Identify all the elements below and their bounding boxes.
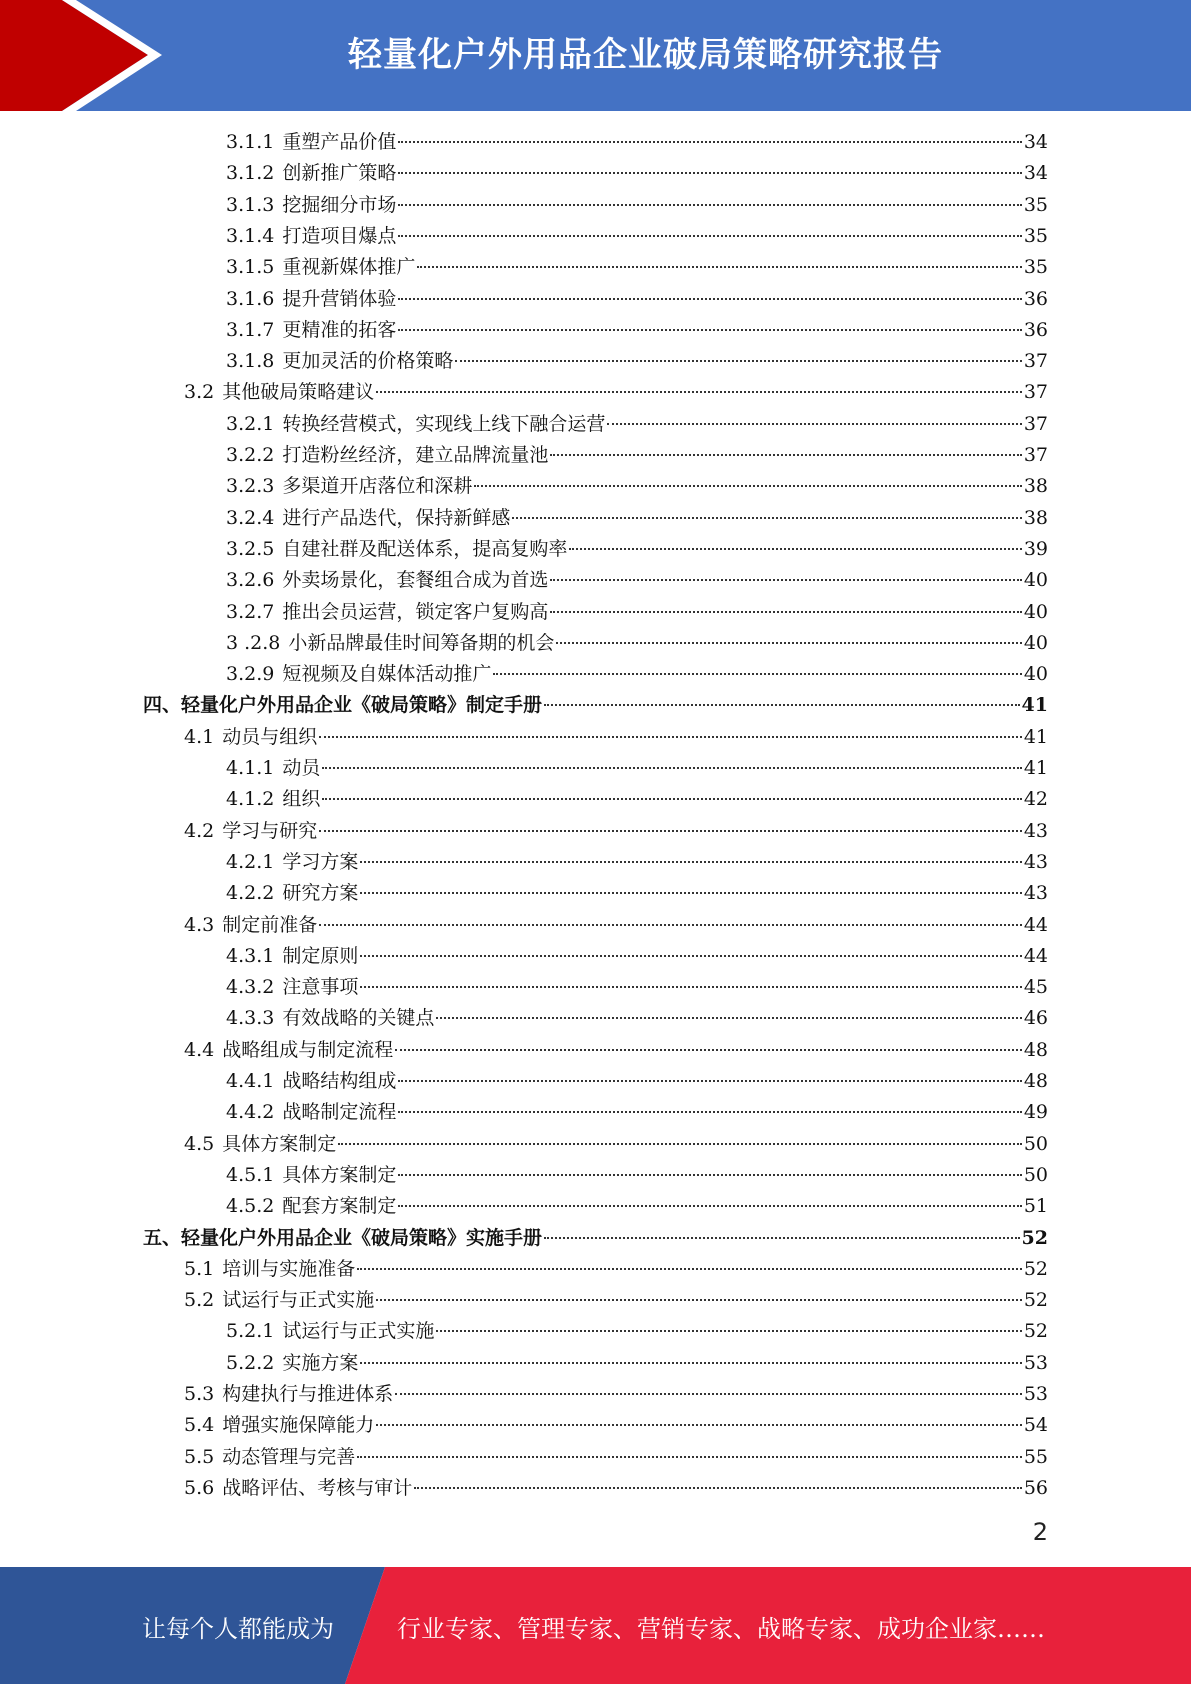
toc-entry[interactable] <box>184 1129 1048 1159</box>
toc-entry[interactable] <box>226 1097 1048 1127</box>
toc-entry-page: 35 <box>1023 256 1048 279</box>
toc-dot-leader <box>493 672 1021 675</box>
toc-entry-title: 有效战略的关键点 <box>282 1007 435 1030</box>
toc-entry[interactable] <box>226 628 1048 658</box>
toc-entry-page: 40 <box>1023 600 1048 623</box>
toc-entry-title: 战略结构组成 <box>282 1070 397 1092</box>
toc-entry-page: 37 <box>1023 381 1048 404</box>
toc-entry[interactable] <box>226 221 1048 251</box>
toc-entry[interactable] <box>226 1316 1048 1346</box>
toc-entry-page: 41 <box>1023 757 1048 779</box>
footer-slogan-left: 让每个人都能成为 <box>142 1615 334 1643</box>
toc-entry-number: 4.4 <box>184 1038 215 1061</box>
toc-entry-title: 学习与研究 <box>222 819 318 842</box>
toc-dot-leader <box>398 1079 1021 1082</box>
toc-dot-leader <box>376 1423 1022 1426</box>
toc-entry-number: 3.2.4 <box>226 506 275 529</box>
toc-entry-page: 55 <box>1023 1445 1048 1468</box>
toc-dot-leader <box>360 860 1021 863</box>
toc-entry-page: 52 <box>1023 1257 1048 1280</box>
toc-entry-title: 进行产品迭代，保持新鲜感 <box>282 506 511 529</box>
toc-entry-number: 4.4.1 <box>226 1070 275 1092</box>
toc-dot-leader <box>322 766 1021 769</box>
toc-entry-title: 试运行与正式实施 <box>222 1289 375 1312</box>
toc-entry-page: 49 <box>1023 1101 1048 1124</box>
toc-entry-page: 50 <box>1023 1163 1048 1186</box>
toc-entry[interactable] <box>226 878 1048 908</box>
toc-entry-page: 50 <box>1023 1132 1048 1155</box>
toc-entry-number: 3.1.5 <box>226 256 275 279</box>
toc-entry-page: 38 <box>1023 506 1048 529</box>
toc-entry-title: 学习方案 <box>282 850 359 873</box>
toc-entry[interactable] <box>226 346 1048 376</box>
report-title: 轻量化户外用品企业破局策略研究报告 <box>348 35 943 75</box>
toc-entry-page: 35 <box>1023 193 1048 216</box>
toc-entry-page: 51 <box>1023 1195 1048 1218</box>
toc-entry-title: 配套方案制定 <box>282 1195 397 1218</box>
footer-slogan-right: 行业专家、管理专家、营销专家、战略专家、成功企业家…… <box>397 1615 1045 1643</box>
toc-dot-leader <box>544 1236 1020 1239</box>
toc-entry[interactable] <box>184 910 1048 940</box>
toc-dot-leader <box>360 891 1021 894</box>
toc-entry-page: 43 <box>1023 850 1048 873</box>
toc-entry-number: 3.2.1 <box>226 412 275 435</box>
toc-entry-page: 35 <box>1023 224 1048 247</box>
toc-dot-leader <box>360 954 1021 957</box>
toc-entry-page: 37 <box>1023 444 1048 466</box>
toc-entry-title: 打造项目爆点 <box>282 224 397 247</box>
toc-entry[interactable] <box>184 1285 1048 1315</box>
toc-entry-title: 战略组成与制定流程 <box>222 1038 394 1061</box>
toc-entry[interactable] <box>184 377 1048 407</box>
toc-dot-leader <box>398 1204 1021 1207</box>
toc-entry-title: 打造粉丝经济，建立品牌流量池 <box>282 444 549 466</box>
toc-entry-title: 试运行与正式实施 <box>282 1320 435 1343</box>
toc-entry-number: 3.2.6 <box>226 569 275 592</box>
toc-entry[interactable] <box>184 1410 1048 1440</box>
toc-dot-leader <box>550 610 1021 613</box>
toc-entry-title: 具体方案制定 <box>282 1163 397 1186</box>
toc-dot-leader <box>319 829 1022 832</box>
toc-entry-title: 短视频及自媒体活动推广 <box>282 663 492 686</box>
toc-dot-leader <box>319 735 1022 738</box>
toc-entry-number: 5.6 <box>184 1476 215 1499</box>
toc-entry[interactable] <box>226 597 1048 627</box>
toc-entry-number: 5.2.2 <box>226 1351 275 1374</box>
toc-entry-number: 3.2.7 <box>226 600 275 623</box>
toc-entry[interactable] <box>226 1160 1048 1190</box>
toc-entry[interactable] <box>226 315 1048 345</box>
toc-entry[interactable] <box>184 1473 1048 1503</box>
toc-entry-title: 推出会员运营，锁定客户复购高 <box>282 600 549 623</box>
toc-entry[interactable] <box>226 565 1048 595</box>
toc-entry-page: 43 <box>1023 819 1048 842</box>
toc-entry-title: 增强实施保障能力 <box>222 1414 375 1437</box>
toc-dot-leader <box>436 1329 1021 1332</box>
toc-entry[interactable] <box>226 1066 1048 1096</box>
toc-entry-title: 五、轻量化户外用品企业《破局策略》实施手册 <box>143 1226 543 1249</box>
toc-entry-number: 3.1.3 <box>226 193 275 216</box>
toc-entry[interactable] <box>184 1379 1048 1409</box>
toc-dot-leader <box>474 484 1021 487</box>
toc-entry[interactable] <box>226 847 1048 877</box>
toc-entry-page: 44 <box>1023 913 1048 936</box>
toc-entry-number: 3.2.9 <box>226 663 275 686</box>
toc-entry-number: 5.5 <box>184 1445 215 1468</box>
toc-entry-number: 5.2.1 <box>226 1320 275 1343</box>
toc-dot-leader <box>338 1142 1022 1145</box>
toc-dot-leader <box>398 297 1021 300</box>
toc-entry-number: 3.1.7 <box>226 318 275 341</box>
toc-dot-leader <box>319 923 1022 926</box>
toc-entry-title: 小新品牌最佳时间筹备期的机会 <box>288 631 555 654</box>
toc-entry-number: 5.3 <box>184 1383 215 1405</box>
toc-entry-page: 53 <box>1023 1383 1048 1405</box>
toc-dot-leader <box>512 516 1021 519</box>
toc-entry-page: 53 <box>1023 1351 1048 1374</box>
toc-entry-title: 构建执行与推进体系 <box>222 1383 394 1405</box>
toc-entry-title: 转换经营模式，实现线上线下融合运营 <box>282 412 606 435</box>
toc-entry-number: 4.3.3 <box>226 1007 275 1030</box>
toc-entry-number: 3.2.5 <box>226 537 275 560</box>
toc-entry[interactable] <box>226 471 1048 501</box>
toc-entry-title: 外卖场景化，套餐组合成为首选 <box>282 569 549 592</box>
toc-entry[interactable] <box>226 753 1048 783</box>
toc-entry-title: 更加灵活的价格策略 <box>282 350 454 373</box>
toc-entry[interactable] <box>184 1254 1048 1284</box>
toc-entry-page: 34 <box>1023 131 1048 153</box>
toc-entry[interactable] <box>226 284 1048 314</box>
toc-entry-number: 3.1.8 <box>226 350 275 373</box>
toc-entry-number: 3.1.4 <box>226 224 275 247</box>
toc-entry-number: 4.5.2 <box>226 1195 275 1218</box>
toc-entry-title: 制定原则 <box>282 944 359 967</box>
toc-entry-title: 挖掘细分市场 <box>282 193 397 216</box>
toc-entry[interactable] <box>226 1348 1048 1378</box>
toc-dot-leader <box>550 578 1021 581</box>
toc-dot-leader <box>417 265 1021 268</box>
toc-entry-number: 3.1.1 <box>226 131 275 153</box>
toc-dot-leader <box>398 140 1021 143</box>
toc-dot-leader <box>544 703 1020 706</box>
toc-entry-title: 四、轻量化户外用品企业《破局策略》制定手册 <box>143 694 543 717</box>
page-footer <box>0 1567 1191 1684</box>
toc-entry[interactable] <box>226 127 1048 157</box>
toc-entry-title: 战略制定流程 <box>282 1101 397 1124</box>
toc-entry-page: 39 <box>1023 537 1048 560</box>
toc-entry-title: 自建社群及配送体系，提高复购率 <box>282 537 568 560</box>
toc-entry-title: 培训与实施准备 <box>222 1257 356 1280</box>
toc-entry-title: 制定前准备 <box>222 913 318 936</box>
toc-entry[interactable] <box>226 409 1048 439</box>
toc-entry-title: 战略评估、考核与审计 <box>222 1476 413 1499</box>
toc-entry-page: 48 <box>1023 1070 1048 1092</box>
toc-entry-number: 4.1 <box>184 725 215 748</box>
toc-entry-title: 多渠道开店落位和深耕 <box>282 475 473 498</box>
toc-entry-number: 3.2.2 <box>226 444 275 466</box>
toc-entry-number: 5.2 <box>184 1289 215 1312</box>
toc-entry[interactable] <box>226 784 1048 814</box>
toc-entry-title: 动员与组织 <box>222 725 318 748</box>
toc-entry[interactable] <box>226 1191 1048 1221</box>
toc-entry-number: 3.1.2 <box>226 162 275 185</box>
toc-dot-leader <box>414 1486 1022 1489</box>
toc-entry-page: 56 <box>1023 1476 1048 1499</box>
toc-entry[interactable] <box>226 534 1048 564</box>
toc-entry-number: 4.2.2 <box>226 882 275 905</box>
toc-entry-number: 3.1.6 <box>226 287 275 310</box>
toc-entry-title: 动员 <box>282 757 321 779</box>
toc-entry-page: 42 <box>1023 788 1048 811</box>
page-header <box>0 0 1191 111</box>
toc-entry-title: 组织 <box>282 788 321 811</box>
toc-entry-number: 4.1.1 <box>226 757 275 779</box>
toc-entry[interactable] <box>184 1442 1048 1472</box>
toc-entry-number: 4.1.2 <box>226 788 275 811</box>
toc-entry-title: 提升营销体验 <box>282 287 397 310</box>
toc-dot-leader <box>322 797 1021 800</box>
toc-entry-page: 52 <box>1023 1289 1048 1312</box>
toc-dot-leader <box>360 1361 1021 1364</box>
toc-dot-leader <box>569 547 1021 550</box>
toc-entry[interactable] <box>226 972 1048 1002</box>
toc-entry-page: 36 <box>1023 287 1048 310</box>
toc-entry-number: 4.5.1 <box>226 1163 275 1186</box>
toc-entry-number: 4.3.2 <box>226 976 275 999</box>
toc-entry-page: 41 <box>1023 725 1048 748</box>
toc-entry-title: 重视新媒体推广 <box>282 256 416 279</box>
page-number: 2 <box>1032 1518 1048 1546</box>
toc-dot-leader <box>357 1267 1022 1270</box>
toc-entry[interactable] <box>184 816 1048 846</box>
toc-entry[interactable] <box>226 252 1048 282</box>
toc-dot-leader <box>398 203 1021 206</box>
toc-dot-leader <box>607 422 1021 425</box>
toc-entry-number: 4.2 <box>184 819 215 842</box>
toc-dot-leader <box>395 1392 1022 1395</box>
toc-entry-page: 48 <box>1023 1038 1048 1061</box>
toc-entry-title: 创新推广策略 <box>282 162 397 185</box>
toc-entry-title: 动态管理与完善 <box>222 1445 356 1468</box>
toc-entry[interactable] <box>143 1223 1048 1253</box>
toc-entry-number: 3.2 <box>184 381 215 404</box>
toc-entry[interactable] <box>226 503 1048 533</box>
toc-dot-leader <box>556 641 1021 644</box>
toc-entry-page: 38 <box>1023 475 1048 498</box>
toc-entry-page: 52 <box>1021 1226 1048 1249</box>
toc-entry-number: 4.5 <box>184 1132 215 1155</box>
toc-entry[interactable] <box>226 941 1048 971</box>
toc-entry[interactable] <box>226 1003 1048 1033</box>
toc-dot-leader <box>398 1110 1021 1113</box>
toc-entry-page: 37 <box>1023 412 1048 435</box>
toc-entry-number: 4.3.1 <box>226 944 275 967</box>
toc-entry[interactable] <box>184 1035 1048 1065</box>
toc-entry-title: 研究方案 <box>282 882 359 905</box>
toc-dot-leader <box>398 328 1021 331</box>
toc-dot-leader <box>398 171 1021 174</box>
toc-entry-page: 40 <box>1023 631 1048 654</box>
toc-entry-number: 4.2.1 <box>226 850 275 873</box>
toc-entry-title: 注意事项 <box>282 976 359 999</box>
toc-dot-leader <box>376 390 1022 393</box>
toc-entry-page: 54 <box>1023 1414 1048 1437</box>
toc-entry[interactable] <box>184 722 1048 752</box>
toc-dot-leader <box>455 359 1021 362</box>
toc-dot-leader <box>436 1016 1021 1019</box>
toc-entry-title: 重塑产品价值 <box>282 131 397 153</box>
toc-entry[interactable] <box>143 690 1048 720</box>
toc-entry[interactable] <box>226 440 1048 470</box>
toc-entry-page: 52 <box>1023 1320 1048 1343</box>
toc-entry-title: 更精准的拓客 <box>282 318 397 341</box>
toc-entry-title: 具体方案制定 <box>222 1132 337 1155</box>
toc-dot-leader <box>398 234 1021 237</box>
toc-entry-page: 36 <box>1023 318 1048 341</box>
toc-entry[interactable] <box>226 659 1048 689</box>
toc-entry-page: 41 <box>1021 694 1048 717</box>
toc-entry-number: 4.3 <box>184 913 215 936</box>
toc-dot-leader <box>395 1048 1022 1051</box>
toc-dot-leader <box>360 985 1021 988</box>
toc-dot-leader <box>550 453 1021 456</box>
toc-entry[interactable] <box>226 158 1048 188</box>
toc-entry-page: 44 <box>1023 944 1048 967</box>
toc-entry-number: 3 .2.8 <box>226 631 281 654</box>
toc-entry-title: 实施方案 <box>282 1351 359 1374</box>
toc-entry-page: 37 <box>1023 350 1048 373</box>
toc-entry-page: 40 <box>1023 569 1048 592</box>
toc-entry-title: 其他破局策略建议 <box>222 381 375 404</box>
toc-entry-page: 43 <box>1023 882 1048 905</box>
toc-entry-page: 40 <box>1023 663 1048 686</box>
toc-dot-leader <box>376 1298 1022 1301</box>
toc-entry-page: 45 <box>1023 976 1048 999</box>
toc-entry-page: 46 <box>1023 1007 1048 1030</box>
toc-entry-number: 5.4 <box>184 1414 215 1437</box>
toc-entry-number: 3.2.3 <box>226 475 275 498</box>
toc-entry-number: 4.4.2 <box>226 1101 275 1124</box>
toc-dot-leader <box>357 1455 1022 1458</box>
toc-entry[interactable] <box>226 190 1048 220</box>
toc-entry-page: 34 <box>1023 162 1048 185</box>
toc-entry-number: 5.1 <box>184 1257 215 1280</box>
toc-dot-leader <box>398 1173 1021 1176</box>
